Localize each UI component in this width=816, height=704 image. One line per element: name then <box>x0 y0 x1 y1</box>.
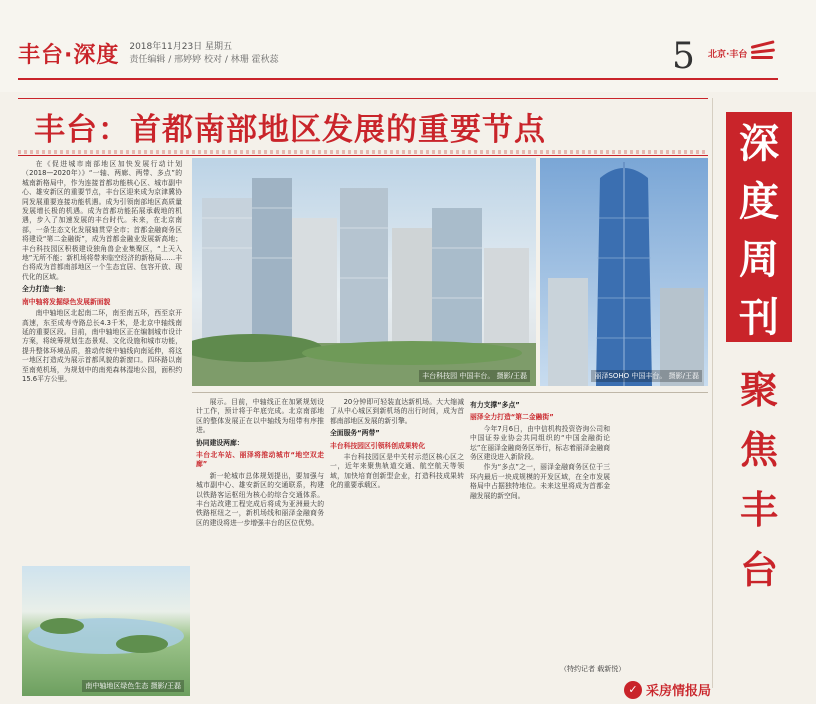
focus-char: 聚 <box>739 367 778 412</box>
masthead-text: 北京·丰台 <box>708 49 748 60</box>
subhead-2: 协同建设两廊： <box>196 438 244 447</box>
column-rule <box>712 98 713 688</box>
weekly-block <box>726 112 792 342</box>
photo-divider <box>192 392 708 393</box>
subhead-1b: 南中轴将发掘绿色发展新面貌 <box>22 297 111 306</box>
subhead-3: 全面服务“两带” <box>330 429 380 438</box>
intro-paragraph: 在《促进城市南部地区加快发展行动计划（2018—2020年）》“一轴、两廊、两带、多点”的城南新格局中，作为连接首都功能核心区、城市副中心、雄安新区的重要节点，丰台区迎来成为京津冀协同发展重要连接功能机遇。成为引领南部地区高质量发展增长极的机遇。成为首都功能拓展承载地的机遇，步入了加速发展的丰台时代。未来，在北京南部，一条生态文化发展轴贯穿全市；首都金融商务区将建设“第二金融街”，成为首都金融业发展新高地；丰台科技园区积极建设独角兽企业集聚区，“上天入地”无所不能；新机场将带来临空经济的新格局……丰台将成为首都南部地区一个生态宜居、包容开放、现代化的区域。 <box>22 160 182 281</box>
body-paragraph: 丰台科技园区是中关村示范区核心区之一，近年来聚焦轨道交通、航空航天等领域，加快培育创新型企业，打造科技成果转化的重要承载区。 <box>330 453 464 490</box>
subhead-1: 全力打造一轴： <box>22 285 70 294</box>
tower-photo <box>540 158 708 386</box>
article-column-4 <box>470 398 610 668</box>
weekly-char: 刊 <box>739 294 779 341</box>
park-photo-caption: 南中轴地区绿色生态 摄影/王磊 <box>82 680 184 692</box>
headline: 丰台：首都南部地区发展的重要节点 <box>34 112 546 148</box>
page-number: 5 <box>672 36 695 77</box>
fan-logo-icon <box>751 44 777 62</box>
watermark-text: 采房情报局 <box>646 684 712 699</box>
focus-char: 台 <box>739 547 778 592</box>
weekly-char: 周 <box>739 236 779 283</box>
focus-char: 焦 <box>739 427 778 472</box>
date-line: 2018年11月23日 星期五 <box>129 41 233 52</box>
main-photo <box>192 158 536 386</box>
body-paragraph: 作为“多点”之一，丽泽金融商务区位于三环内最后一块成规模的开发区域，在全市发展格局中占据独特地位。未来这里将成为首都金融发展的新空间。 <box>470 463 610 500</box>
focus-char: 丰 <box>739 487 778 532</box>
watermark <box>624 680 711 699</box>
body-paragraph: 南中轴地区北起南二环，南至南五环，西至京开高速，东至成寿寺路总长4.3千米，是北京中轴线南延的重要区段。目前，南中轴地区正在编制城市设计方案，将统筹规划生态景观、文化设施和城市功能，提升整体环境品质，推动传统中轴线向南延伸，将这一地区打造成为展示首都风貌的新窗口。四环路以南至南苑机场，为规划中的南苑森林湿地公园，面积约15.6平方公里。 <box>22 309 182 383</box>
weekly-char: 度 <box>739 178 779 225</box>
body-paragraph: 展示。目前，中轴线正在加紧规划设计工作，预计将于年底完成。北京南部地区的整体发展正在以中轴线为纽带有序推进。 <box>196 398 324 435</box>
page-header <box>0 0 816 92</box>
article-column-3 <box>330 398 464 694</box>
article-column-2 <box>196 398 324 694</box>
park-photo <box>22 566 190 696</box>
focus-block <box>726 360 792 660</box>
main-photo-caption: 丰台科技园 中国丰台。 摄影/王磊 <box>419 370 530 382</box>
body-paragraph: 今年7月6日，由中信机构投资咨询公司和中国证券业协会共同组织的“中国金融街论坛”在丽泽金融商务区举行，标志着丽泽金融商务区建设进入新阶段。 <box>470 424 610 462</box>
body-paragraph: 20分钟即可轻装直达新机场。大大缩减了从中心城区到新机场的出行时间，成为首都南部地区发展的新引擎。 <box>330 398 464 425</box>
header-rule <box>18 78 778 80</box>
header-left <box>18 38 279 69</box>
article-column-1 <box>22 160 182 560</box>
weekly-char: 深 <box>739 120 779 167</box>
subhead-3b: 丰台科技园区引领科创成果转化 <box>330 441 426 450</box>
subhead-4: 有力支撑“多点” <box>470 401 520 409</box>
editors-line: 责任编辑 / 邢婷婷 校对 / 林珊 霍秋蕊 <box>129 54 279 65</box>
tower-photo-caption: 丽泽SOHO 中国丰台。 摄影/王磊 <box>591 370 702 382</box>
body-paragraph: 新一轮城市总体规划提出，要加强与城市副中心、雄安新区的交通联系，构建以铁路客运枢纽为核心的综合交通体系。丰台站改建工程完成后将成为亚洲最大的铁路枢纽之一，新机场线和丽泽金融商务区的建设将进一步增强丰台的区位优势。 <box>196 471 324 527</box>
subhead-2b: 丰台北车站、丽泽将推动城市“地空双走廊” <box>196 451 324 469</box>
headline-strip <box>18 150 708 154</box>
section-brand: 丰台·深度 <box>18 43 120 68</box>
header-meta <box>129 41 278 67</box>
wechat-icon: ✓ <box>624 681 642 699</box>
author-credit: （特约记者 载新悦） <box>560 665 626 673</box>
subhead-4b: 丽泽全力打造“第二金融街” <box>470 413 554 422</box>
masthead-logo <box>708 44 777 62</box>
